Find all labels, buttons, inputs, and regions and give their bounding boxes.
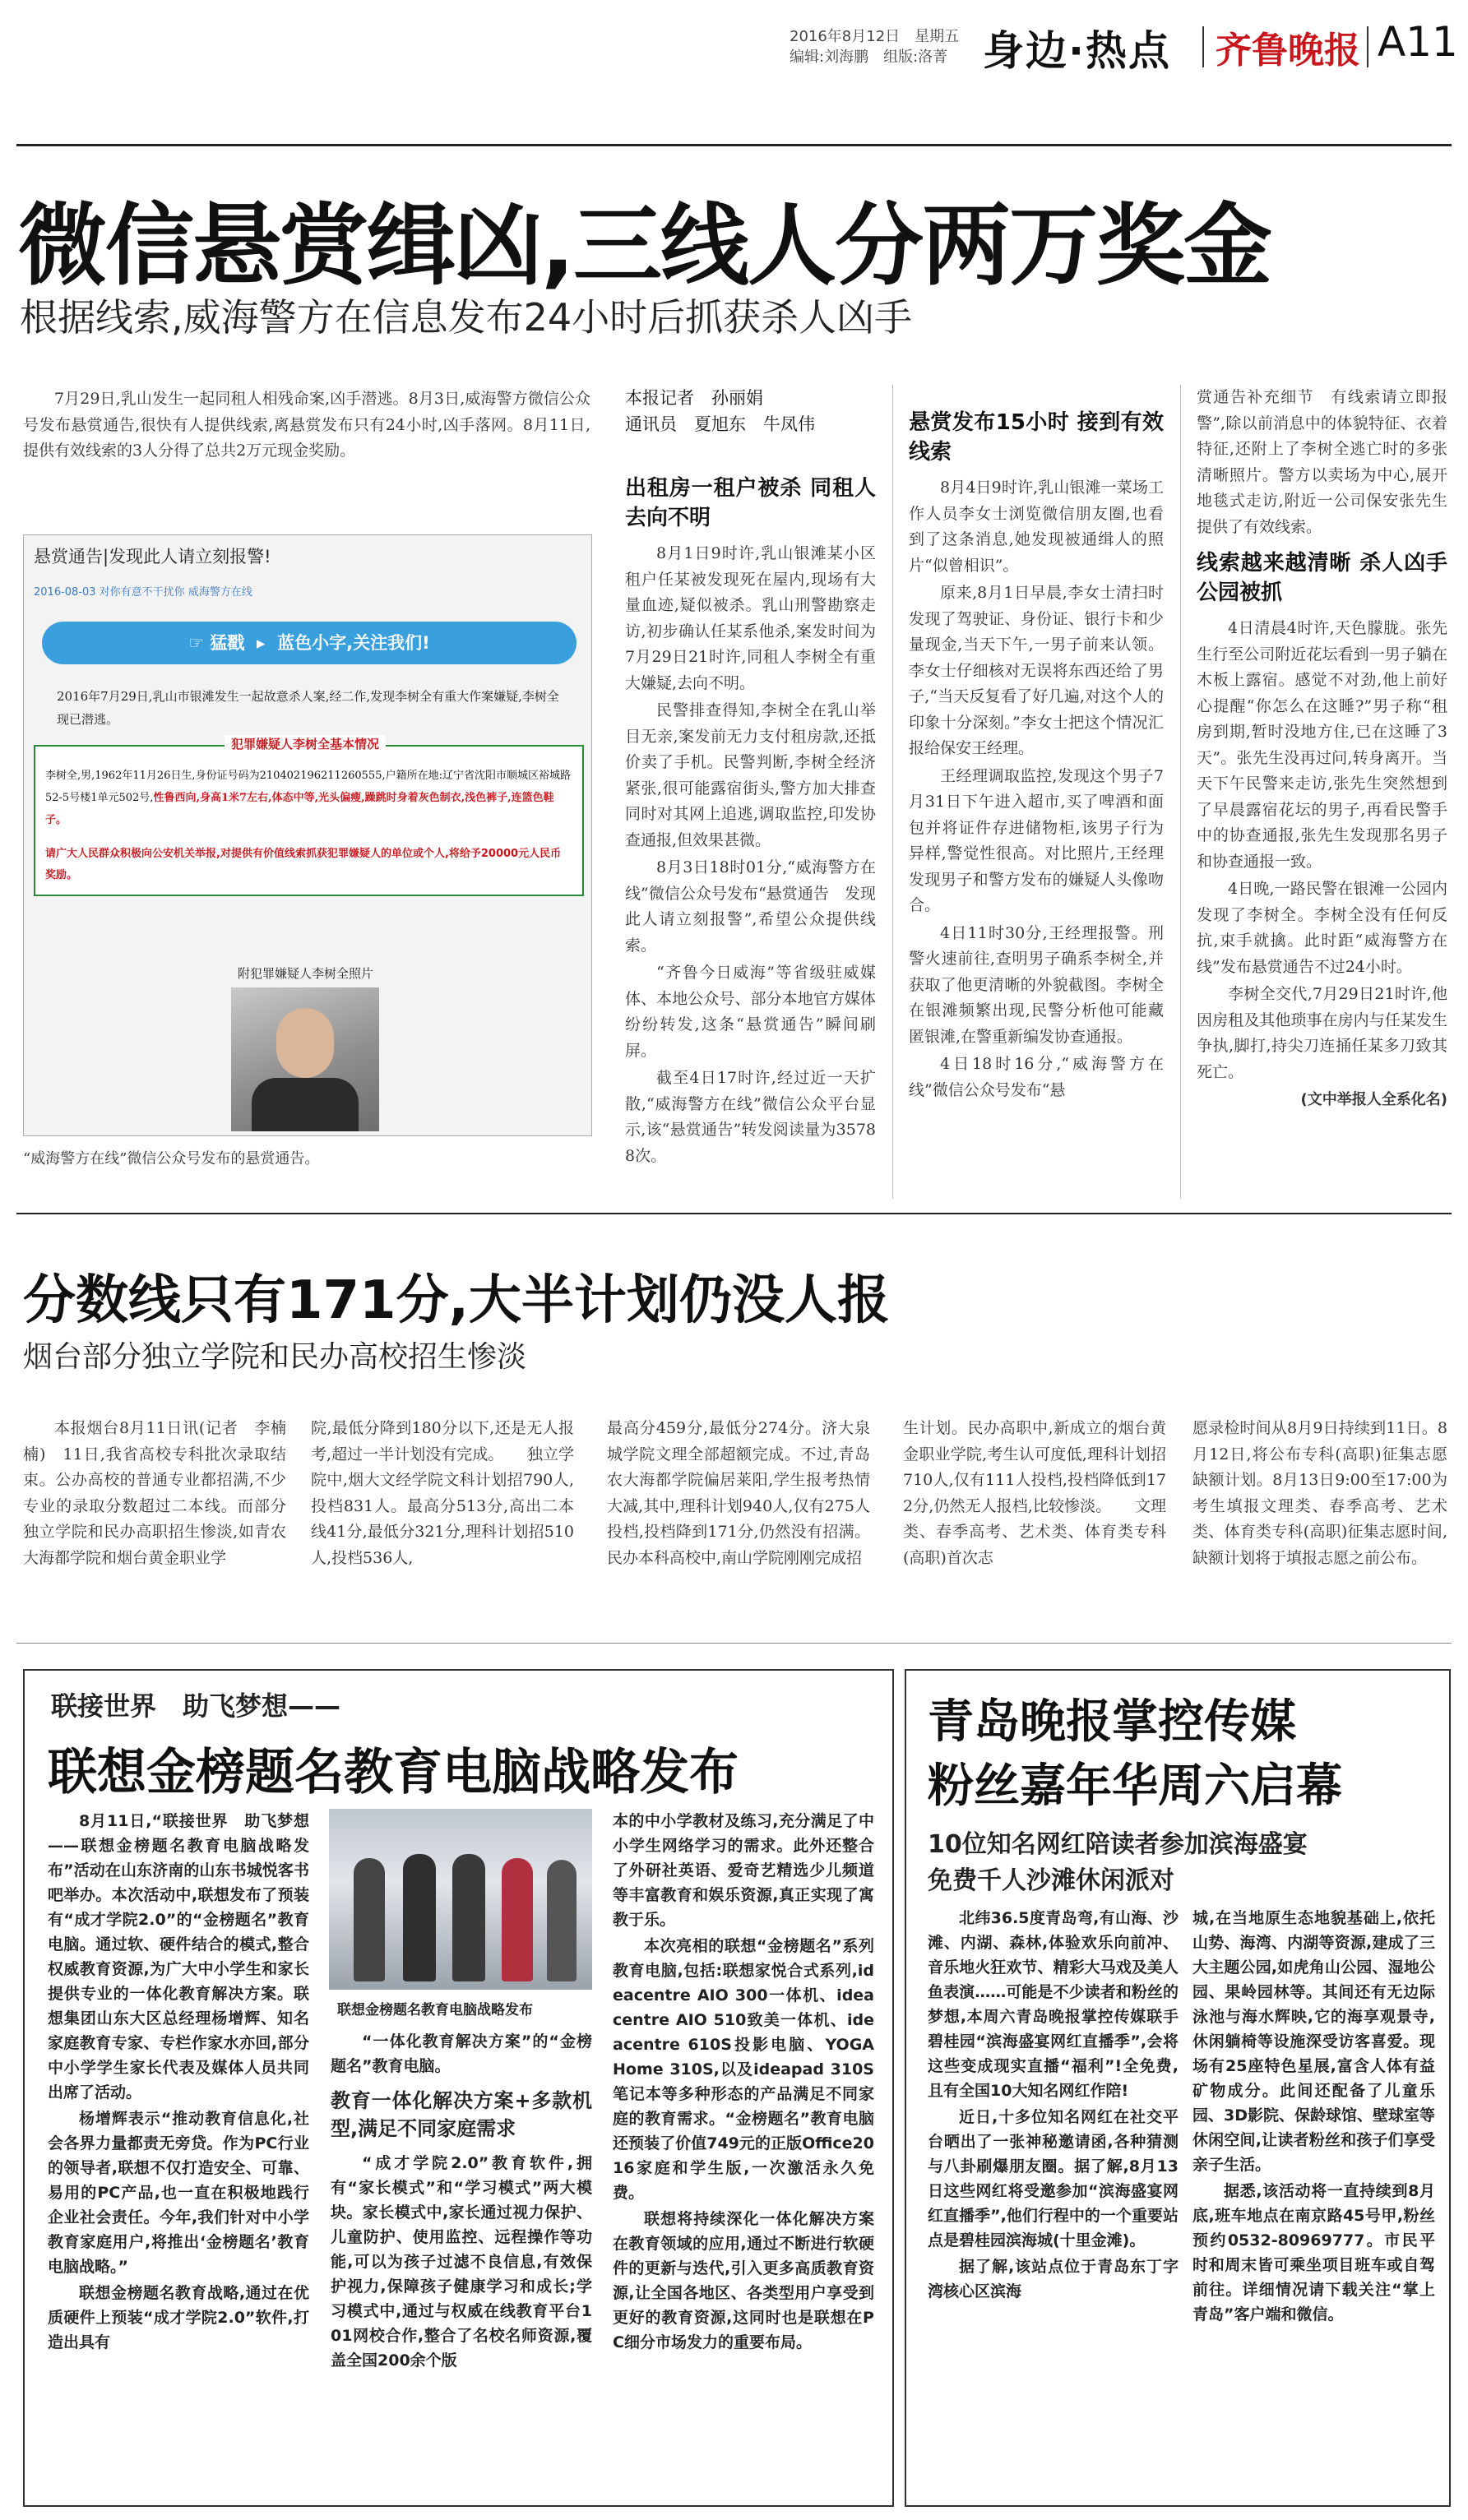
article1-col1: 本报记者 孙丽娟 通讯员 夏旭东 牛凤伟 出租房一租户被杀 同租人去向不明 8月1日9时许,乳山银滩某小区租户任某被发现死在屋内,现场有大量血迹,疑似被杀。乳山刑警勘察走访,初步确认任某系他杀,案发时间为7月29日21时许,同租人李树全有重大嫌疑,去向不明。 民警排查得知,李树全在乳山举目无亲,案发前无力支付租房款,还抵价卖了手机。民警判断,李树全经济紧张,很可能露宿街头,警方加大排查同时对其网上追逃,调取监控,印发协查通报,但效果甚微。 8月3日18时01分,“威海警方在线”微信公众号发布“悬赏通告 发现此人请立刻报警”,希望公众提供线索。 “齐鲁今日威海”等省级驻威媒体、本地公众号、部分本地官方媒体纷纷转发,这条“悬赏通告”瞬间刷屏。 截至4日17时许,经过近一天扩散,“威海警方在线”微信公众平台显示,该“悬赏通告”转发阅读量为35788次。 <box>625 385 876 1171</box>
article-separator <box>16 1213 1452 1214</box>
notice-appeal: 请广大人民群众积极向公安机关举报,对提供有价值线索抓获犯罪嫌疑人的单位或个人,将给予20000元人民币奖励。 <box>45 848 562 881</box>
suspect-body <box>252 1078 359 1131</box>
qingdao-headline-1: 青岛晚报掌控传媒 <box>928 1695 1296 1749</box>
follow-prefix: 猛戳 <box>210 633 245 653</box>
lenovo-col3: 本的中小学教材及练习,充分满足了中小学生网络学习的需求。此外还整合了外研社英语、爱奇艺精选少儿频道等丰富教育和娱乐资源,真正实现了寓教于乐。 本次亮相的联想“金榜题名”系列教育电脑,包括:联想家悦合式系列,ideacentre AIO 300一体机、ideacentre AIO 510致美一体机、ideacentre 610S投影电脑、YOGA Home 310S,以及ideapad 310S笔记本等多种形态的产品满足不同家庭的教育需求。“金榜题名”教育电脑还预装了价值749元的正版Office2016家庭和学生版,一次激活永久免费。 联想将持续深化一体化解决方案在教育领域的应用,通过不断进行软硬件的更新与迭代,引入更多高质教育资源,让全国各地区、各类型用户享受到更好的教育资源,这同时也是联想在PC细分市场发力的重要布局。 <box>613 1812 874 2351</box>
follow-text: 蓝色小字,关注我们! <box>277 633 430 653</box>
lenovo-col2: “一体化教育解决方案”的“金榜题名”教育电脑。 教育一体化解决方案+多款机型,满足不同家庭需求 “成才学院2.0”教育软件,拥有“家长模式”和“学习模式”两大模块。家长模式中,家长通过视力保护、儿童防护、使用监控、远程操作等功能,可以为孩子过滤不良信息,有效保护视力,保障孩子健康学习和成长;学习模式中,通过与权威在线教育平台101网校合作,整合了名校名师资源,覆盖全国200余个版 <box>331 2032 592 2370</box>
lenovo-headline: 联想金榜题名教育电脑战略发布 <box>48 1744 739 1801</box>
qingdao-col1: 北纬36.5度青岛弯,有山海、沙滩、内湖、森林,体验欢乐向前冲、音乐地火狂欢节、精彩大马戏及美人鱼表演……可能是不少读者和粉丝的梦想,本周六青岛晚报掌控传媒联手碧桂园“滨海盛宴网红直播季”,会将这些变成现实直播“福利”!全免费,且有全国10大知名网红作陪! 近日,十多位知名网红在社交平台晒出了一张神秘邀请函,各种猜测与八卦刷爆朋友圈。据了解,8月13日这些网红将受邀参加“滨海盛宴网红直播季”,他们行程中的一个重要站点是碧桂园滨海城(十里金滩)。 据了解,该站点位于青岛东丁字湾核心区滨海 <box>928 1909 1179 2300</box>
notice-photo-caption: 附犯罪嫌疑人李树全照片 <box>238 966 374 981</box>
person-silhouette <box>452 1854 485 1981</box>
person-silhouette <box>502 1858 533 1981</box>
lenovo-col1: 8月11日,“联接世界 助飞梦想——联想金榜题名教育电脑战略发布”活动在山东济南的山东书城悦客书吧举办。本次活动中,联想发布了预装有“成才学院2.0”的“金榜题名”教育电脑。通过软、硬件结合的模式,整合权威教育资源,为广大中小学生和家长提供专业的一体化教育解决方案。联想集团山东大区总经理杨增辉、知名家庭教育专家、专栏作家水亦回,部分中小学学生家长代表及媒体人员共同出席了活动。 杨增辉表示“推动教育信息化,社会各界力量都责无旁贷。作为PC行业的领导者,联想不仅打造安全、可靠、易用的PC产品,也一直在积极地践行企业社会责任。今年,我们针对中小学教育家庭用户,将推出‘金榜题名’教育电脑战略。” 联想金榜题名教育战略,通过在优质硬件上预装“成才学院2.0”软件,打造出具有 <box>48 1812 309 2351</box>
notice-box-title: 犯罪嫌疑人李树全基本情况 <box>225 735 386 752</box>
hand-icon: ☞ <box>188 633 205 653</box>
article2-subheadline: 烟台部分独立学院和民办高校招生惨淡 <box>23 1340 527 1374</box>
qingdao-headline-2: 粉丝嘉年华周六启幕 <box>928 1759 1342 1813</box>
lenovo-photo-caption: 联想金榜题名教育电脑战略发布 <box>337 2002 533 2018</box>
person-silhouette <box>403 1854 436 1981</box>
paper-logo: 齐鲁晚报 <box>1216 30 1360 72</box>
notice-details: 李树全,男,1962年11月26日生,身份证号码为210402196211260555,户籍所在地:辽宁省沈阳市顺城区裕城路52-5号楼1单元502号,性鲁西向,身高1米7左右,体态中等,光头偏瘦,躁跳时身着灰色制衣,浅色裤子,连篮色鞋子。 <box>45 770 571 826</box>
article1-byline-correspondent: 通讯员 夏旭东 牛凤伟 <box>625 414 815 434</box>
qingdao-sub-1: 10位知名网红陪读者参加滨海盛宴 <box>928 1830 1308 1859</box>
qingdao-col2: 城,在当地原生态地貌基础上,依托山势、海湾、内湖等资源,建成了三大主题公园,如虎角山公园、湿地公园、果岭园林等。其间还有无边际泳池与海水辉映,它的海享观景寺,休闲躺椅等设施深受访客喜爱。现场有25座特色星展,富含人体有益矿物成分。此间还配备了儿童乐园、3D影院、保龄球馆、壁球室等休闲空间,让读者粉丝和孩子们享受亲子生活。 据悉,该活动将一直持续到8月底,班车地点在南京路45号甲,粉丝预约0532-80969777。市民平时和周末皆可乘坐项目班车或自驾前往。详细情况请下载关注“掌上青岛”客户端和微信。 <box>1192 1909 1435 2323</box>
article1-byline-reporter: 本报记者 孙丽娟 <box>625 388 763 408</box>
suspect-face <box>276 1008 334 1078</box>
header-divider <box>1202 26 1204 67</box>
person-silhouette <box>547 1860 577 1981</box>
qingdao-sub-2: 免费千人沙滩休闲派对 <box>928 1866 1174 1895</box>
notice-title: 悬赏通告|发现此人请立刻报警! <box>34 547 271 566</box>
article1-subhead-3: 线索越来越清晰 杀人凶手公园被抓 <box>1197 551 1447 605</box>
column-divider <box>1180 385 1181 1199</box>
notice-caption: “威海警方在线”微信公众号发布的悬赏通告。 <box>23 1150 320 1168</box>
article1-headline: 微信悬赏缉凶,三线人分两万奖金 <box>18 195 1271 298</box>
arrow-icon: ▸ <box>250 633 271 653</box>
section-title: 身边·热点 <box>983 27 1171 75</box>
article1-subhead-2: 悬赏发布15小时 接到有效线索 <box>909 410 1164 465</box>
notice-details-box <box>34 737 584 896</box>
article1-subhead-1: 出租房一租户被杀 同租人去向不明 <box>625 476 876 530</box>
article2-col4: 生计划。民办高职中,新成立的烟台黄金职业学院,考生认可度低,理科计划招710人,仅有111人投档,投档降低到172分,仍然无人报档,比较惨淡。 文理类、春季高考、艺术类、体育类专科(高职)首次志 <box>903 1419 1166 1567</box>
article-separator <box>16 1643 1452 1644</box>
article1-subheadline: 根据线索,威海警方在信息发布24小时后抓获杀人凶手 <box>20 295 913 340</box>
lenovo-event-photo <box>329 1809 592 1990</box>
article2-col1: 本报烟台8月11日讯(记者 李楠楠) 11日,我省高校专科批次录取结束。公办高校的普通专业都招满,不少专业的录取分数超过二本线。而部分独立学院和民办高职招生惨淡,如青农大海都学院和烟台黄金职业学 <box>23 1419 286 1567</box>
page-number: A11 <box>1378 18 1458 66</box>
article2-headline: 分数线只有171分,大半计划仍没人报 <box>23 1270 890 1331</box>
person-silhouette <box>354 1858 385 1981</box>
header-divider-2 <box>1367 26 1368 67</box>
notice-intro: 2016年7月29日,乳山市银滩发生一起故意杀人案,经二作,发现李树全有重大作案嫌疑,李树全现已潜逃。 <box>57 689 559 727</box>
wechat-notice-image <box>23 534 592 1136</box>
article2-col2: 院,最低分降到180分以下,还是无人报考,超过一半计划没有完成。 独立学院中,烟大文经学院文科计划招790人,投档831人。最高分513分,高出二本线41分,最低分321分,理科计划招510人,投档536人, <box>311 1419 574 1567</box>
header-rule <box>16 144 1452 146</box>
lenovo-kicker: 联接世界 助飞梦想—— <box>51 1690 341 1722</box>
notice-follow-banner <box>42 622 577 664</box>
header-date: 2016年8月12日 星期五 <box>790 28 960 45</box>
notice-meta: 2016-08-03 对你有意不干扰你 威海警方在线 <box>34 586 252 599</box>
article1-sign: (文中举报人全系化名) <box>1300 1091 1447 1108</box>
column-divider <box>892 385 893 1199</box>
lenovo-subhead: 教育一体化解决方案+多款机型,满足不同家庭需求 <box>331 2089 592 2140</box>
article2-col3: 最高分459分,最低分274分。济大泉城学院文理全部超额完成。不过,青岛农大海都学院偏居莱阳,学生报考热情大减,其中,理科计划940人,仅有275人投档,投档降到171分,仍然没有招满。民办本科高校中,南山学院刚刚完成招 <box>607 1419 870 1567</box>
article2-col5: 愿录检时间从8月9日持续到11日。8月12日,将公布专科(高职)征集志愿缺额计划。8月13日9:00至17:00为考生填报文理类、春季高考、艺术类、体育类专科(高职)征集志愿时间,缺额计划将于填报志愿之前公布。 <box>1192 1419 1447 1567</box>
article1-col3: 赏通告补充细节 有线索请立即报警”,除以前消息中的体貌特征、衣着特征,还附上了李树全逃亡时的多张清晰照片。警方以卖场为中心,展开地毯式走访,附近一公司保安张先生提供了有效线索。 线索越来越清晰 杀人凶手公园被抓 4日清晨4时许,天色朦胧。张先生行至公司附近花坛看到一男子躺在木板上露宿。感觉不对劲,他上前好心提醒“你怎么在这睡?”男子称“租房到期,暂时没地方住,已在这睡了3天”。张先生没再过问,转身离开。当天下午民警来走访,张先生突然想到了早晨露宿花坛的男子,再看民警手中的协查通报,张先生发现那名男子和协查通报一致。 4日晚,一路民警在银滩一公园内发现了李树全。李树全没有任何反抗,束手就擒。此时距“威海警方在线”发布悬赏通告不过24小时。 李树全交代,7月29日21时许,他因房租及其他琐事在房内与任某发生争执,脚打,持尖刀连捅任某多刀致其死亡。 (文中举报人全系化名) <box>1197 385 1447 1113</box>
article1-col2: 悬赏发布15小时 接到有效线索 8月4日9时许,乳山银滩一菜场工作人员李女士浏览微信朋友圈,也看到了这条消息,她发现被通缉人的照片“似曾相识”。 原来,8月1日早晨,李女士清扫时发现了驾驶证、身份证、银行卡和少量现金,当天下午,一男子前来认领。李女士仔细核对无误将东西还给了男子,“当天反复看了好几遍,对这个人的印象十分深刻。”李女士把这个情况汇报给保安王经理。 王经理调取监控,发现这个男子7月31日下午进入超市,买了啤酒和面包并将证件存进储物柜,该男子行为异样,警觉性很高。对比照片,王经理发现男子和警方发布的嫌疑人头像吻合。 4日11时30分,王经理报警。刑警火速前往,查明男子确系李树全,并获取了他更清晰的外貌截图。李树全在银滩频繁出现,民警分析他可能藏匿银滩,在警重新编发协查通报。 4日18时16分,“威海警方在线”微信公众号发布“悬 <box>909 385 1164 1105</box>
article1-lead: 7月29日,乳山发生一起同租人相残命案,凶手潜逃。8月3日,威海警方微信公众号发布悬赏通告,很快有人提供线索,离悬赏发布只有24小时,凶手落网。8月11日,提供有效线索的3人分得了总共2万元现金奖励。 <box>23 390 590 460</box>
suspect-photo <box>231 987 379 1131</box>
header-editors: 编辑:刘海鹏 组版:洛菁 <box>790 49 948 66</box>
